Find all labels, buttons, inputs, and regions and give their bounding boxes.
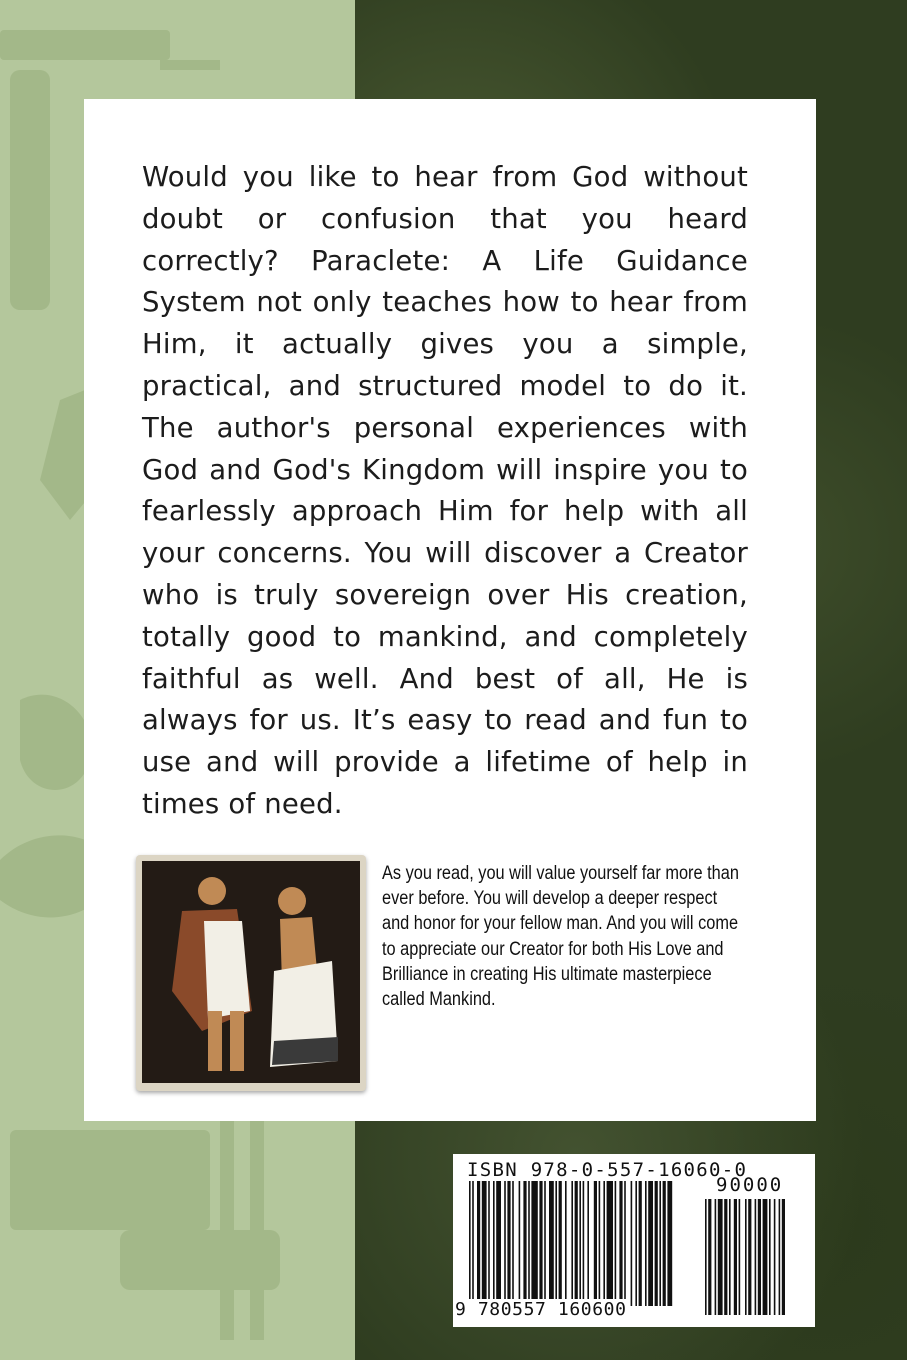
addon-bars <box>705 1199 800 1315</box>
barcode-bar <box>715 1199 717 1315</box>
barcode-bar <box>763 1199 768 1315</box>
barcode-bar <box>488 1181 490 1306</box>
barcode-bar <box>667 1181 672 1306</box>
barcode-bar <box>624 1181 626 1306</box>
barcode-bar <box>528 1181 530 1306</box>
barcode-bar <box>659 1181 661 1306</box>
illustration-image <box>142 861 360 1083</box>
barcode-bar <box>496 1181 501 1306</box>
barcode-bar <box>724 1199 727 1315</box>
ean-number-label: 9 780557 160600 <box>455 1299 627 1320</box>
barcode-bar <box>718 1199 723 1315</box>
barcode-bar <box>519 1181 521 1306</box>
greek-vase-illustration <box>136 855 366 1091</box>
barcode-bar <box>782 1199 785 1315</box>
barcode-bar <box>512 1181 514 1306</box>
barcode-bar <box>482 1181 487 1306</box>
barcode-bar <box>587 1181 589 1306</box>
barcode-bar <box>583 1181 585 1306</box>
barcode-bar <box>599 1181 601 1306</box>
barcode-bar <box>555 1181 557 1306</box>
barcode-bar <box>639 1181 642 1306</box>
barcode-bar <box>705 1199 707 1315</box>
barcode-bar <box>493 1181 495 1306</box>
barcode-bar <box>635 1181 637 1306</box>
barcode-bar <box>648 1181 653 1306</box>
barcode-bar <box>594 1181 597 1306</box>
barcode-bar <box>549 1181 554 1306</box>
barcode-bar <box>579 1181 581 1306</box>
barcode-bar <box>507 1181 510 1306</box>
barcode-bar <box>645 1181 647 1306</box>
book-description: Would you like to hear from God without doubt or confusion that you heard correctly? Paraclete: A Life Guidance System not only teaches how to hear from Him, it actually gives you a simple, practical, and structured model to do it. The author's personal experiences with God and God's Kingdom will inspire you to fearlessly approach Him for help with all your concerns. You will discover a Creator who is truly sovereign over His creation, totally good to mankind, and completely faithful as well. And best of all, He is always for us. It’s easy to read and fun to use and will provide a lifetime of help in times of need. <box>142 161 748 820</box>
barcode-bar <box>619 1181 622 1306</box>
barcode-bar <box>748 1199 751 1315</box>
barcode-bar <box>575 1181 578 1306</box>
price-addon-label: 90000 <box>716 1174 784 1196</box>
barcode-bar <box>729 1199 731 1315</box>
barcode-bar <box>504 1181 506 1306</box>
barcode-bar <box>603 1181 605 1306</box>
barcode-bar <box>469 1181 471 1306</box>
barcode-bar <box>615 1181 617 1306</box>
barcode-bar <box>745 1199 747 1315</box>
barcode-bar <box>663 1181 666 1306</box>
barcode-bar <box>655 1181 658 1306</box>
back-cover-text-card <box>84 99 816 1121</box>
barcode-bar <box>631 1181 633 1306</box>
barcode-bar <box>571 1181 573 1306</box>
side-description: As you read, you will value yourself far more than ever before. You will develop a deeper respect and honor for your fellow man. And you will come to appreciate our Creator for both His Love and Brilliance in creating His ultimate masterpiece called Mankind. <box>382 863 739 1011</box>
isbn-barcode <box>453 1154 815 1327</box>
barcode-bar <box>758 1199 761 1315</box>
barcode-bar <box>734 1199 737 1315</box>
barcode-bar <box>477 1181 480 1306</box>
isbn-label: ISBN 978-0-557-16060-0 <box>467 1159 748 1181</box>
two-greek-figures-image <box>142 861 360 1083</box>
barcode-bar <box>755 1199 757 1315</box>
barcode-bar <box>774 1199 776 1315</box>
ean13-bars <box>469 1181 697 1306</box>
barcode-bar <box>565 1181 567 1306</box>
barcode-bar <box>708 1199 711 1315</box>
barcode-bar <box>739 1199 741 1315</box>
barcode-bar <box>559 1181 562 1306</box>
barcode-bar <box>779 1199 781 1315</box>
barcode-bar <box>472 1181 474 1306</box>
barcode-bar <box>769 1199 771 1315</box>
barcode-bar <box>544 1181 546 1306</box>
barcode-bar <box>531 1181 537 1306</box>
barcode-bar <box>539 1181 542 1306</box>
barcode-bar <box>523 1181 526 1306</box>
barcode-bar <box>607 1181 613 1306</box>
